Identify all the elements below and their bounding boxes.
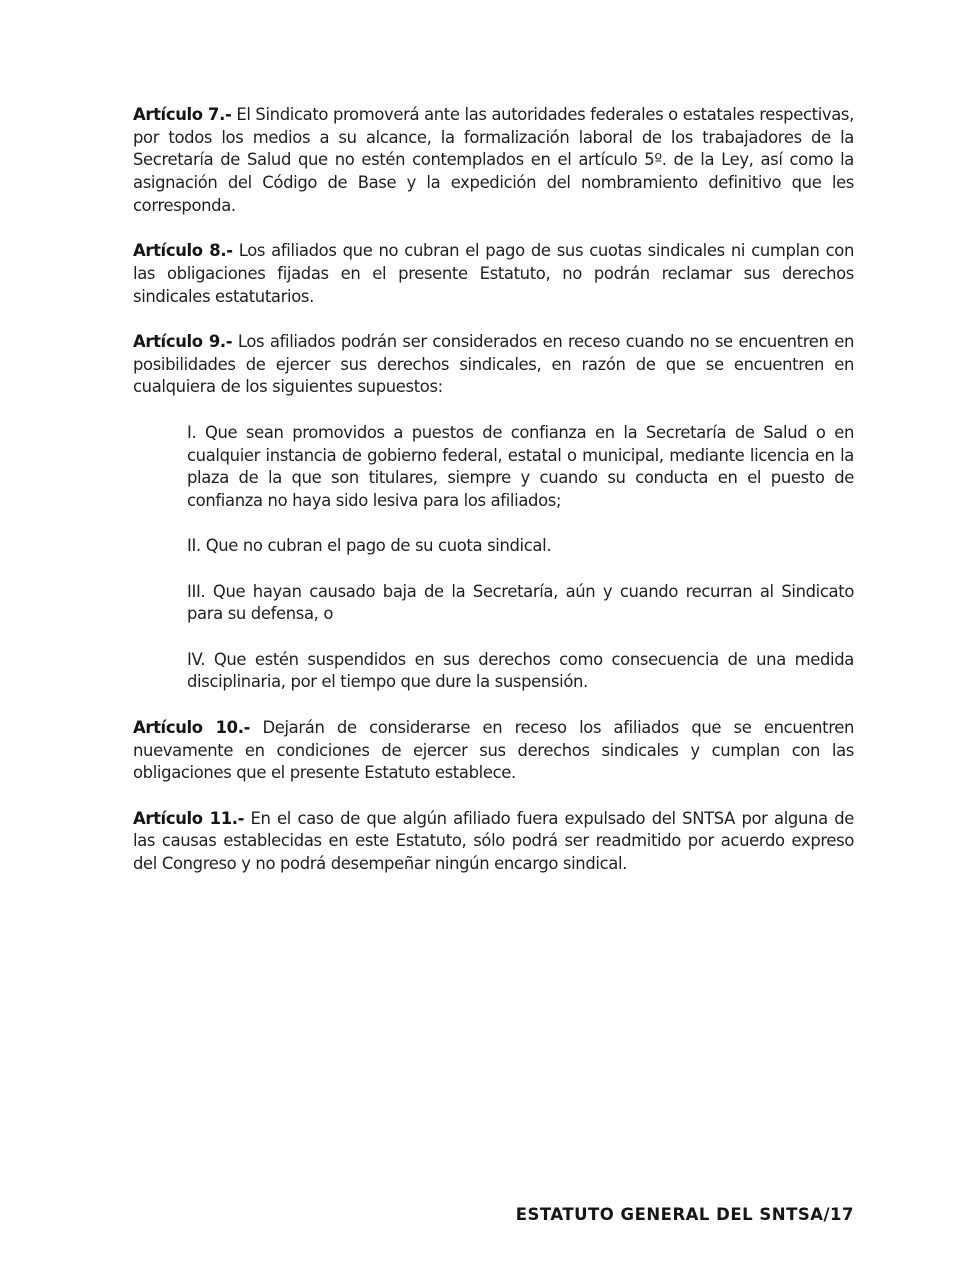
article-11-text: En el caso de que algún afiliado fuera expulsado del SNTSA por alguna de las causas establecidas en este Estatuto, sólo podrá ser readmitido por acuerdo expreso del Congreso y no podrá desempeñar ningún encargo sindical. [133,808,855,874]
list-item-iv: IV. Que estén suspendidos en sus derechos como consecuencia de una medida disciplinaria, por el tiempo que dure la suspensión. [187,649,854,692]
list-item-ii: II. Que no cubran el pago de su cuota sindical. [187,536,552,556]
article-8 [133,240,854,308]
article-10-label: Artículo 10.- [133,717,251,737]
article-9 [133,331,854,399]
list-item-iii: III. Que hayan causado baja de la Secretaría, aún y cuando recurran al Sindicato para su defensa, o [187,581,854,624]
article-9-conditions-list [133,422,854,694]
article-7-label: Artículo 7.- [133,105,232,124]
article-10-text: Dejarán de considerarse en receso los afiliados que se encuentren nuevamente en condiciones de ejercer sus derechos sindicales y cumplan con las obligaciones que el presente Estatuto establece. [133,717,855,783]
article-9-text: Los afiliados podrán ser considerados en receso cuando no se encuentren en posibilidades de ejercer sus derechos sindicales, en razón de que se encuentren en cualquiera de los siguientes supuestos: [133,332,854,397]
article-11-label: Artículo 11.- [133,808,245,828]
list-item-i: I. Que sean promovidos a puestos de confianza en la Secretaría de Salud o en cualquier instancia de gobierno federal, estatal o municipal, mediante licencia en la plaza de la que son titulares, siempre y cuando su conducta en el puesto de confianza no haya sido lesiva para los afiliados; [187,422,854,510]
document-body [133,104,854,898]
article-7-text: El Sindicato promoverá ante las autoridades federales o estatales respectivas, por todos los medios a su alcance, la formalización laboral de los trabajadores de la Secretaría de Salud que no estén contemplados en el artículo 5º. de la Ley, así como la asignación del Código de Base y la expedición del nombramiento definitivo que les corresponda. [133,105,854,215]
article-7 [133,104,854,218]
page-footer: ESTATUTO GENERAL DEL SNTSA/17 [515,1205,854,1224]
article-8-text: Los afiliados que no cubran el pago de sus cuotas sindicales ni cumplan con las obligaciones fijadas en el presente Estatuto, no podrán reclamar sus derechos sindicales estatutarios. [133,241,854,306]
article-8-label: Artículo 8.- [133,241,233,261]
article-9-label: Artículo 9.- [133,332,233,351]
article-11 [133,808,854,876]
article-10 [133,717,854,785]
